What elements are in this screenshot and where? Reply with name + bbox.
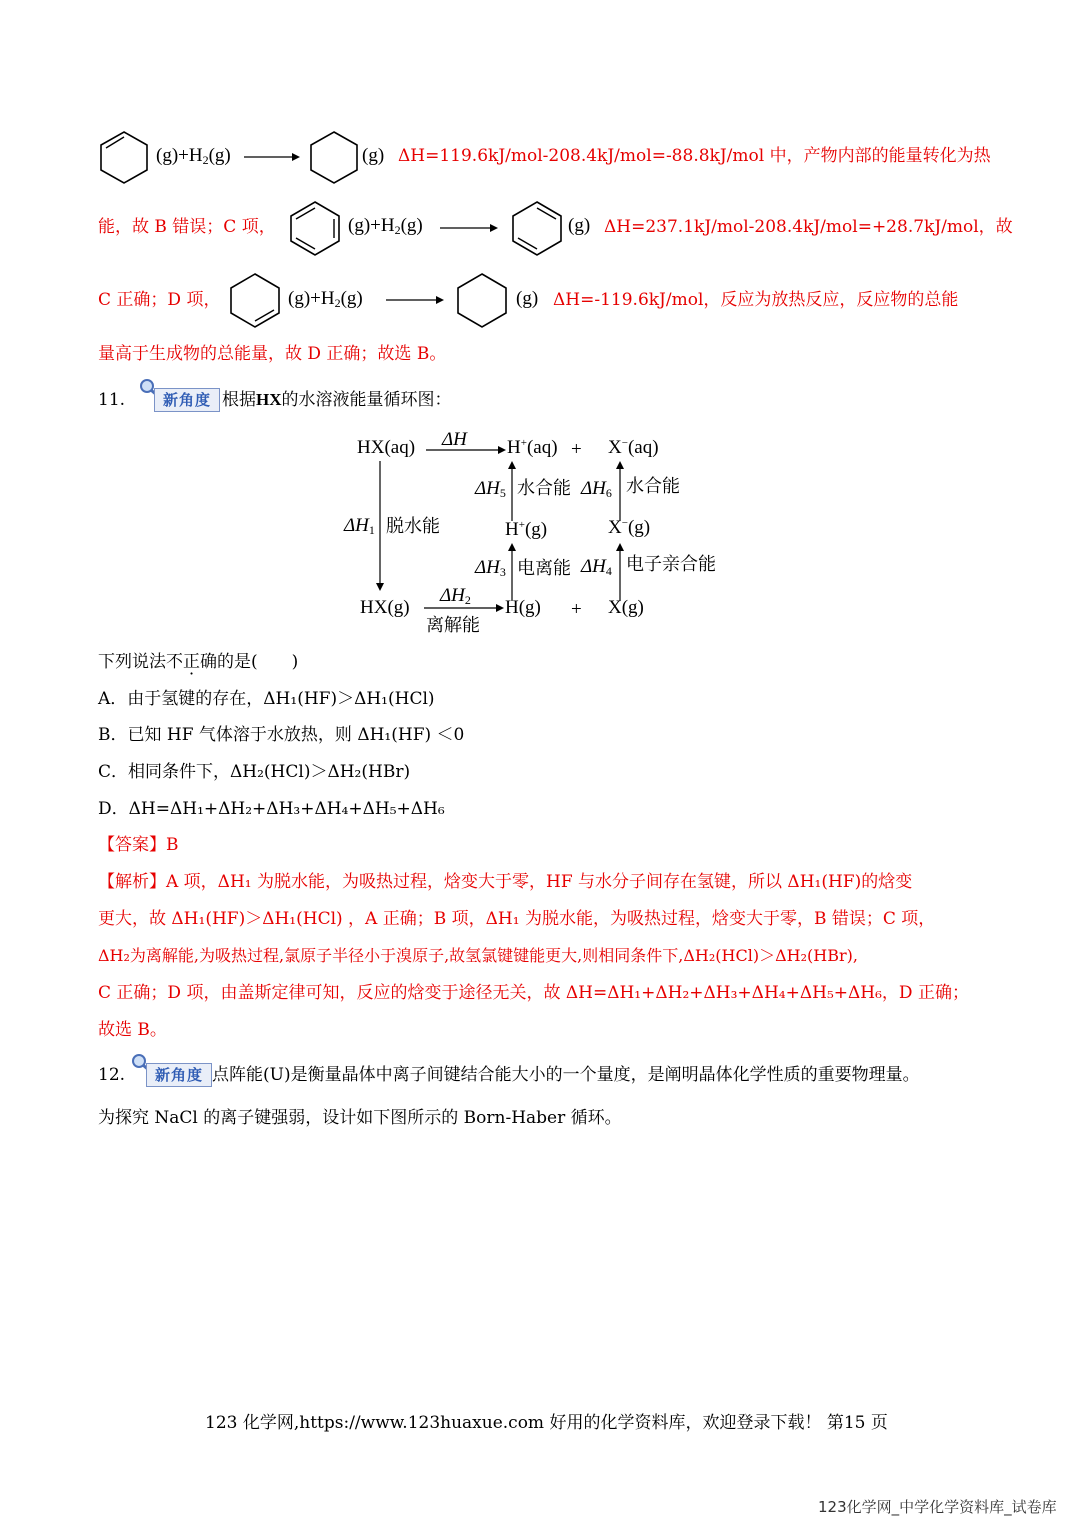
- arrow-hx-to-ions: [426, 443, 506, 457]
- eq3-enthalpy-text: ΔH=-119.6kJ/mol，反应为放热反应，反应物的总能: [553, 290, 959, 310]
- arrow-dehydration: [374, 461, 386, 591]
- dh2-label: $\Delta H_2$: [440, 585, 471, 607]
- q11-badge-label: 新角度: [154, 388, 220, 412]
- cyclohexadiene-structure: [510, 200, 564, 256]
- q12-number: 12.: [98, 1065, 126, 1085]
- x-atom-gas-label: X(g): [608, 597, 644, 618]
- q11-option-c: C．相同条件下，ΔH₂(HCl)＞ΔH₂(HBr): [98, 762, 411, 782]
- eq2-enthalpy-text: ΔH=237.1kJ/mol-208.4kJ/mol=+28.7kJ/mol，故: [604, 217, 1013, 237]
- reaction-arrow-2: [440, 221, 498, 235]
- hx-gas-label: HX(g): [360, 597, 410, 618]
- eq1-reactant-text: $(g)+H_2(g)$: [156, 145, 231, 167]
- q11-explanation-line5: 故选 B。: [98, 1020, 167, 1040]
- site-watermark: 123化学网_中学化学资料库_试卷库: [818, 1498, 1057, 1516]
- x-aq-label: X−(aq): [608, 437, 659, 458]
- eq1-product-text: (g): [362, 145, 385, 166]
- q11-prompt: 下列说法不正确的是( ): [98, 652, 299, 672]
- dh4-label: $\Delta H_4$: [581, 556, 612, 578]
- h-ion-gas-label: H+(g): [505, 519, 548, 540]
- q11-stem: 根据HX的水溶液能量循环图：: [222, 390, 452, 410]
- hx-aq-label: HX(aq): [357, 437, 416, 458]
- benzene-structure: [288, 200, 342, 256]
- line4-conclusion: 量高于生成物的总能量，故 D 正确；故选 B。: [98, 344, 447, 364]
- q12-new-angle-badge: [130, 1055, 203, 1084]
- cyclohexene-structure-2: [228, 272, 282, 328]
- q11-answer: 【答案】B: [98, 835, 179, 855]
- arrow-x-hydration: [614, 461, 626, 521]
- dh-label: ΔH: [442, 429, 467, 450]
- eq3-product-text: (g): [516, 288, 539, 309]
- hydration-energy-label-2: 水合能: [626, 476, 680, 497]
- eq3-reactant-text: $(g)+H_2(g)$: [288, 288, 363, 310]
- dissociation-energy-label: 离解能: [426, 615, 480, 636]
- dh3-label: $\Delta H_3$: [475, 557, 506, 579]
- cyclohexane-structure-1: [308, 130, 360, 184]
- line3-prefix: C 正确；D 项，: [98, 290, 221, 310]
- explanation-block-prev: [0, 0, 1075, 380]
- plus-gas: +: [571, 599, 582, 620]
- h-aq-label: H+(aq): [507, 437, 558, 458]
- dh5-label: $\Delta H_5$: [475, 478, 506, 500]
- dehydration-energy-label: 脱水能: [386, 516, 440, 537]
- page-footer: 123 化学网,https://www.123huaxue.com 好用的化学资料库，欢迎登录下载！ 第15 页: [205, 1413, 888, 1433]
- q12-badge-label: 新角度: [146, 1063, 212, 1087]
- q11-option-a: A．由于氢键的存在，ΔH₁(HF)＞ΔH₁(HCl): [98, 689, 435, 709]
- arrow-electron-affinity: [614, 543, 626, 601]
- reaction-arrow-3: [386, 293, 444, 307]
- q11-explanation-line4: C 正确；D 项，由盖斯定律可知，反应的焓变于途径无关，故 ΔH=ΔH₁+ΔH₂+ΔH₃+ΔH₄+ΔH₅+ΔH₆，D 正确；: [98, 983, 969, 1003]
- x-ion-gas-label: X−(g): [608, 517, 651, 538]
- dh1-label: $\Delta H_1$: [344, 515, 375, 537]
- cyclohexane-structure-2: [455, 272, 509, 328]
- hx-energy-cycle-diagram: [340, 425, 740, 640]
- q11-new-angle-badge: [138, 380, 211, 409]
- reaction-arrow-1: [244, 150, 300, 164]
- ionization-energy-label: 电离能: [517, 558, 571, 579]
- q12-stem-line2: 为探究 NaCl 的离子键强弱，设计如下图所示的 Born-Haber 循环。: [98, 1108, 622, 1128]
- h-atom-gas-label: H(g): [505, 597, 541, 618]
- plus-aq: +: [571, 439, 582, 460]
- eq1-enthalpy-text: ΔH=119.6kJ/mol-208.4kJ/mol=-88.8kJ/mol 中，产物内部的能量转化为热: [398, 146, 991, 166]
- q11-explanation-line2: 更大，故 ΔH₁(HF)＞ΔH₁(HCl) ，A 正确；B 项，ΔH₁ 为脱水能，为吸热过程，焓变大于零，B 错误；C 项，: [98, 909, 936, 929]
- q11-explanation-line1: 【解析】A 项，ΔH₁ 为脱水能，为吸热过程，焓变大于零，HF 与水分子间存在氢键，所以 ΔH₁(HF)的焓变: [98, 872, 913, 892]
- q11-option-b: B．已知 HF 气体溶于水放热，则 ΔH₁(HF) ＜0: [98, 725, 465, 745]
- q11-option-d: D．ΔH=ΔH₁+ΔH₂+ΔH₃+ΔH₄+ΔH₅+ΔH₆: [98, 799, 445, 819]
- dh6-label: $\Delta H_6$: [581, 478, 612, 500]
- line2-prefix: 能，故 B 错误；C 项，: [98, 217, 276, 237]
- q12-stem-line1: 点阵能(U)是衡量晶体中离子间键结合能大小的一个量度，是阐明晶体化学性质的重要物理量。: [212, 1065, 920, 1085]
- eq2-reactant-text: $(g)+H_2(g)$: [348, 215, 423, 237]
- hydration-energy-label-1: 水合能: [517, 478, 571, 499]
- cyclohexene-structure-1: [98, 130, 150, 184]
- electron-affinity-label: 电子亲合能: [626, 554, 716, 575]
- q11-explanation-line3: ΔH₂为离解能,为吸热过程,氯原子半径小于溴原子,故氢氯键键能更大,则相同条件下,ΔH₂(HCl)＞ΔH₂(HBr),: [98, 946, 858, 965]
- q11-number: 11.: [98, 390, 126, 410]
- eq2-product-text: (g): [568, 215, 591, 236]
